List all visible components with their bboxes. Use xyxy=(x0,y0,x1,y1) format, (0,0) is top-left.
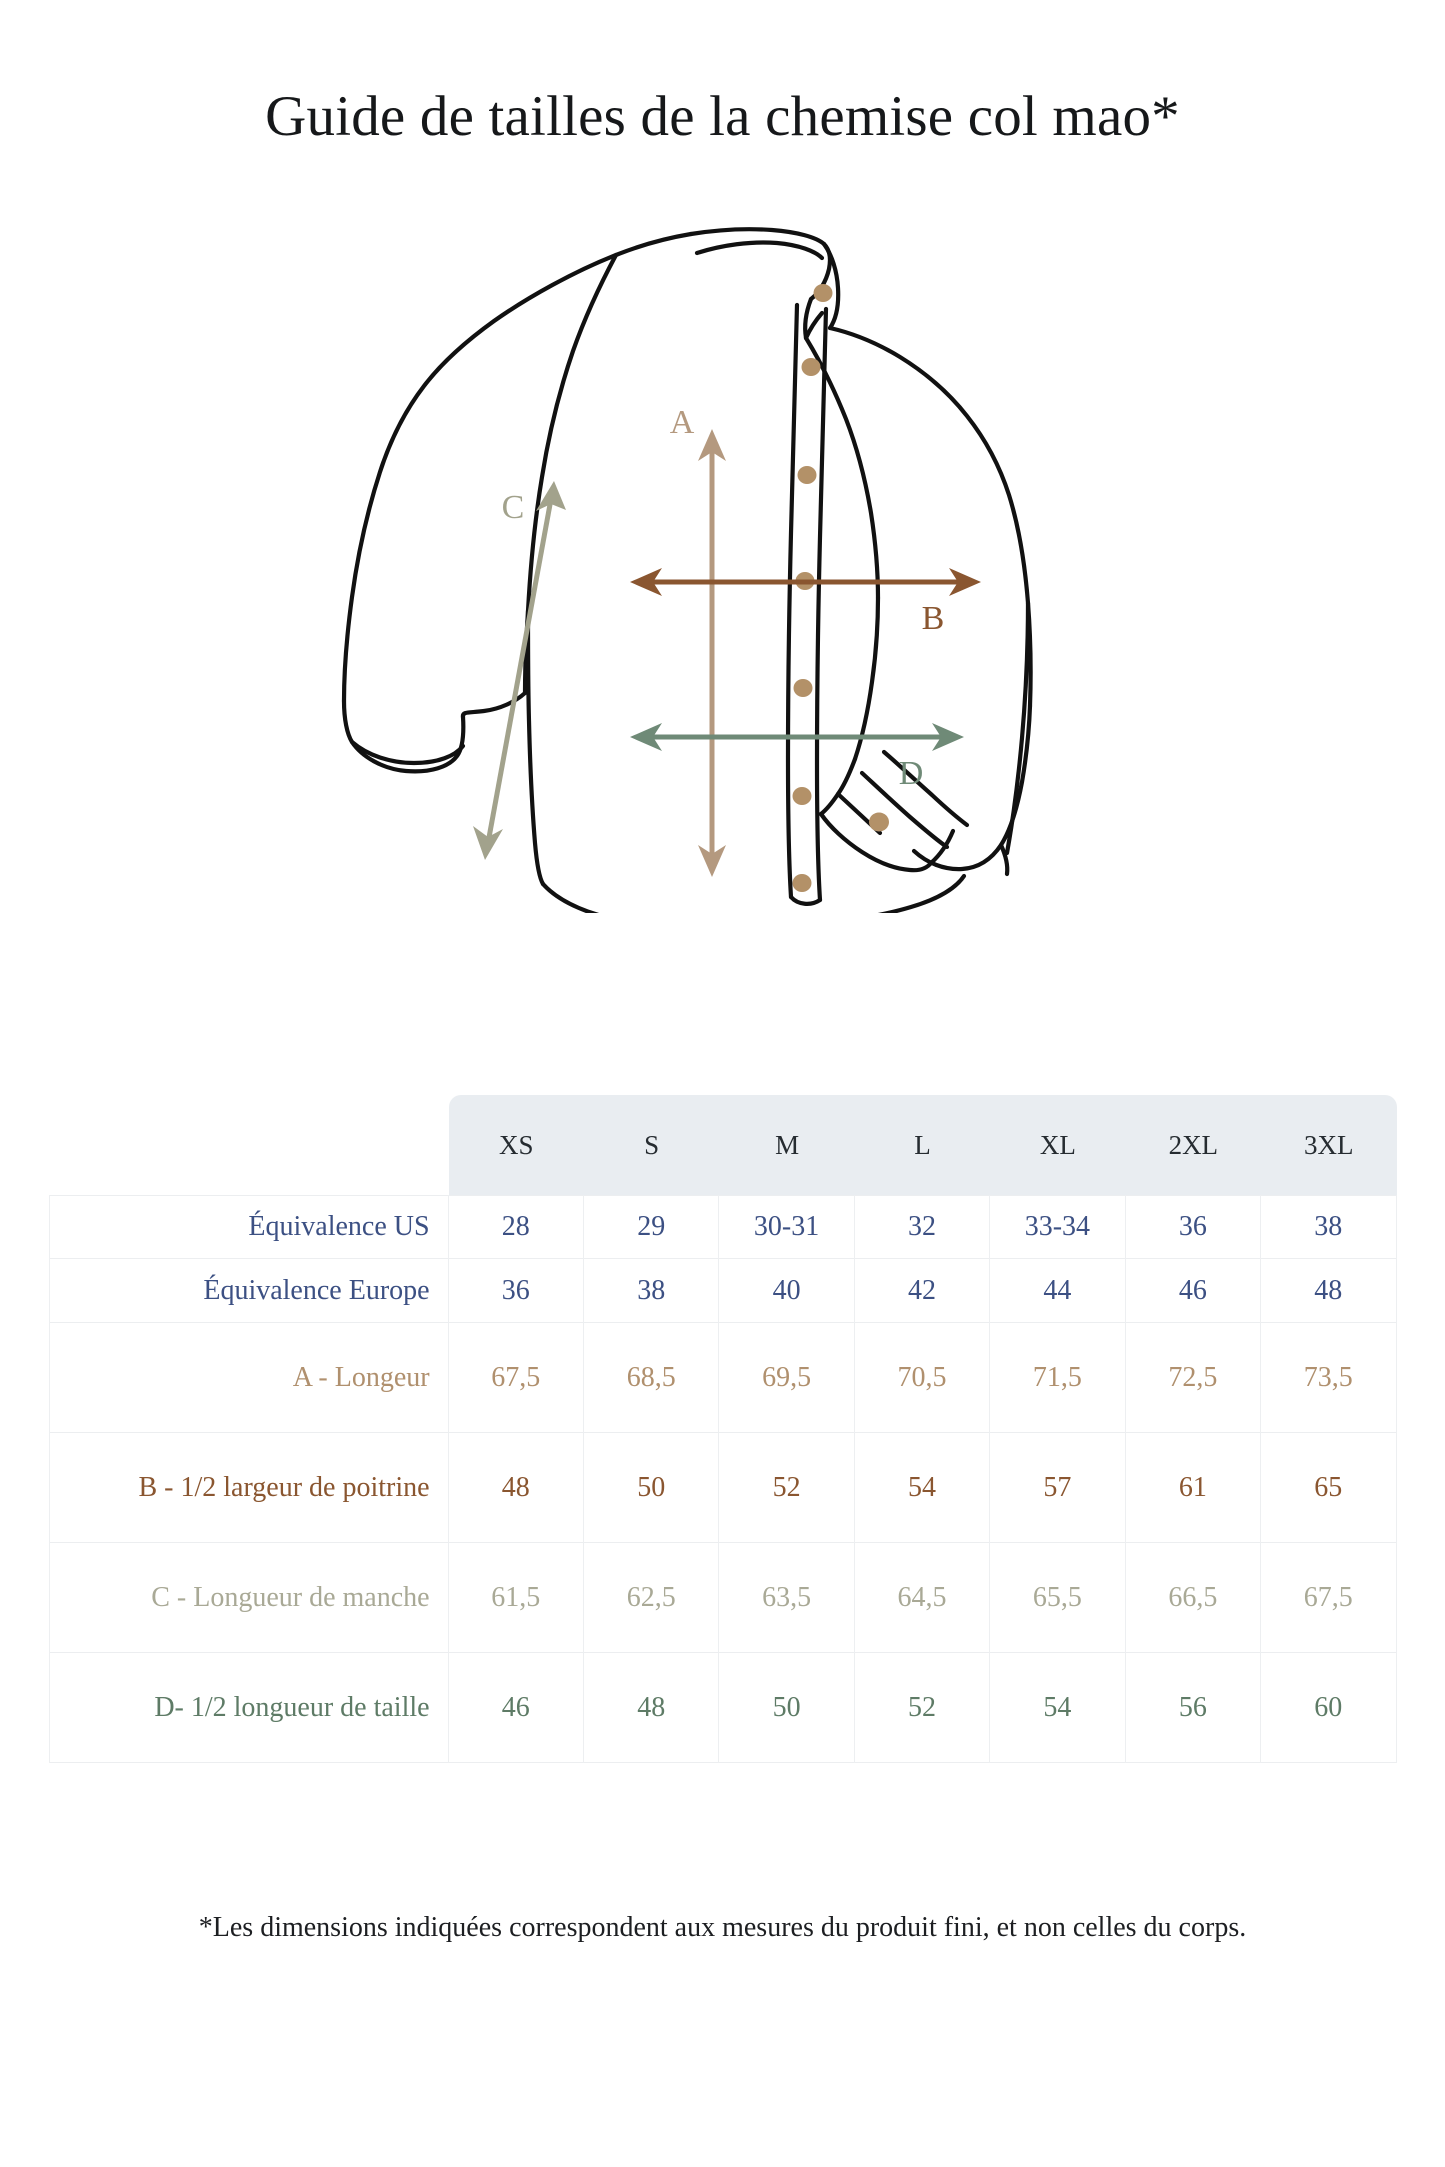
table-cell: 36 xyxy=(449,1259,584,1323)
table-row xyxy=(49,1259,1397,1323)
marker-label-a: A xyxy=(669,403,695,441)
row-label: C - Longueur de manche xyxy=(49,1543,449,1653)
table-cell: 29 xyxy=(584,1195,719,1259)
shirt-outline xyxy=(344,229,1031,913)
table-cell: 42 xyxy=(855,1259,990,1323)
table-cell: 72,5 xyxy=(1126,1323,1261,1433)
table-cell: 54 xyxy=(990,1653,1125,1763)
table-cell: 44 xyxy=(990,1259,1125,1323)
table-cell: 57 xyxy=(990,1433,1125,1543)
table-row xyxy=(49,1323,1397,1433)
table-cell: 65 xyxy=(1261,1433,1396,1543)
table-cell: 32 xyxy=(855,1195,990,1259)
table-cell: 65,5 xyxy=(990,1543,1125,1653)
size-table xyxy=(49,1095,1397,1763)
size-table-container xyxy=(0,1095,1445,1763)
table-cell: 62,5 xyxy=(584,1543,719,1653)
table-cell: 38 xyxy=(1261,1195,1396,1259)
measure-arrow-d xyxy=(630,723,964,751)
table-corner-cell xyxy=(49,1095,449,1195)
table-header-row xyxy=(49,1095,1397,1195)
table-head xyxy=(49,1095,1397,1195)
table-cell: 67,5 xyxy=(449,1323,584,1433)
table-row xyxy=(49,1653,1397,1763)
measure-arrow-c xyxy=(473,481,566,860)
table-cell: 66,5 xyxy=(1126,1543,1261,1653)
table-cell: 46 xyxy=(1126,1259,1261,1323)
row-label: B - 1/2 largeur de poitrine xyxy=(49,1433,449,1543)
table-cell: 33-34 xyxy=(990,1195,1125,1259)
table-cell: 30-31 xyxy=(719,1195,854,1259)
table-row xyxy=(49,1433,1397,1543)
table-cell: 60 xyxy=(1261,1653,1396,1763)
shirt-illustration xyxy=(0,193,1445,913)
table-col-header-xl: XL xyxy=(990,1095,1125,1195)
marker-label-d: D xyxy=(898,754,924,792)
table-col-header-2xl: 2XL xyxy=(1126,1095,1261,1195)
table-cell: 48 xyxy=(1261,1259,1396,1323)
shirt-buttons xyxy=(793,284,890,892)
table-cell: 54 xyxy=(855,1433,990,1543)
page-title: Guide de tailles de la chemise col mao* xyxy=(265,85,1180,148)
table-cell: 36 xyxy=(1126,1195,1261,1259)
table-cell: 50 xyxy=(584,1433,719,1543)
marker-label-b: B xyxy=(921,599,945,637)
row-label: Équivalence US xyxy=(49,1195,449,1259)
row-label: D- 1/2 longueur de taille xyxy=(49,1653,449,1763)
table-col-header-xs: XS xyxy=(449,1095,584,1195)
table-cell: 71,5 xyxy=(990,1323,1125,1433)
table-cell: 73,5 xyxy=(1261,1323,1396,1433)
table-cell: 28 xyxy=(449,1195,584,1259)
table-cell: 50 xyxy=(719,1653,854,1763)
table-row xyxy=(49,1543,1397,1653)
footnote: *Les dimensions indiquées correspondent aux mesures du produit fini, et non celles du corps. xyxy=(198,1912,1247,1943)
table-cell: 52 xyxy=(855,1653,990,1763)
measure-arrow-a xyxy=(698,429,726,877)
table-cell: 48 xyxy=(584,1653,719,1763)
table-cell: 56 xyxy=(1126,1653,1261,1763)
table-col-header-l: L xyxy=(855,1095,990,1195)
marker-label-c: C xyxy=(501,488,525,526)
table-cell: 64,5 xyxy=(855,1543,990,1653)
shirt-diagram-svg xyxy=(0,193,1445,913)
table-cell: 40 xyxy=(719,1259,854,1323)
table-cell: 67,5 xyxy=(1261,1543,1396,1653)
table-col-header-m: M xyxy=(719,1095,854,1195)
table-cell: 46 xyxy=(449,1653,584,1763)
row-label: Équivalence Europe xyxy=(49,1259,449,1323)
table-cell: 68,5 xyxy=(584,1323,719,1433)
table-row xyxy=(49,1195,1397,1259)
table-cell: 61 xyxy=(1126,1433,1261,1543)
table-cell: 38 xyxy=(584,1259,719,1323)
table-cell: 70,5 xyxy=(855,1323,990,1433)
table-cell: 69,5 xyxy=(719,1323,854,1433)
table-cell: 61,5 xyxy=(449,1543,584,1653)
table-col-header-s: S xyxy=(584,1095,719,1195)
table-cell: 48 xyxy=(449,1433,584,1543)
row-label: A - Longeur xyxy=(49,1323,449,1433)
table-col-header-3xl: 3XL xyxy=(1261,1095,1396,1195)
table-cell: 63,5 xyxy=(719,1543,854,1653)
table-cell: 52 xyxy=(719,1433,854,1543)
table-body xyxy=(49,1195,1397,1763)
